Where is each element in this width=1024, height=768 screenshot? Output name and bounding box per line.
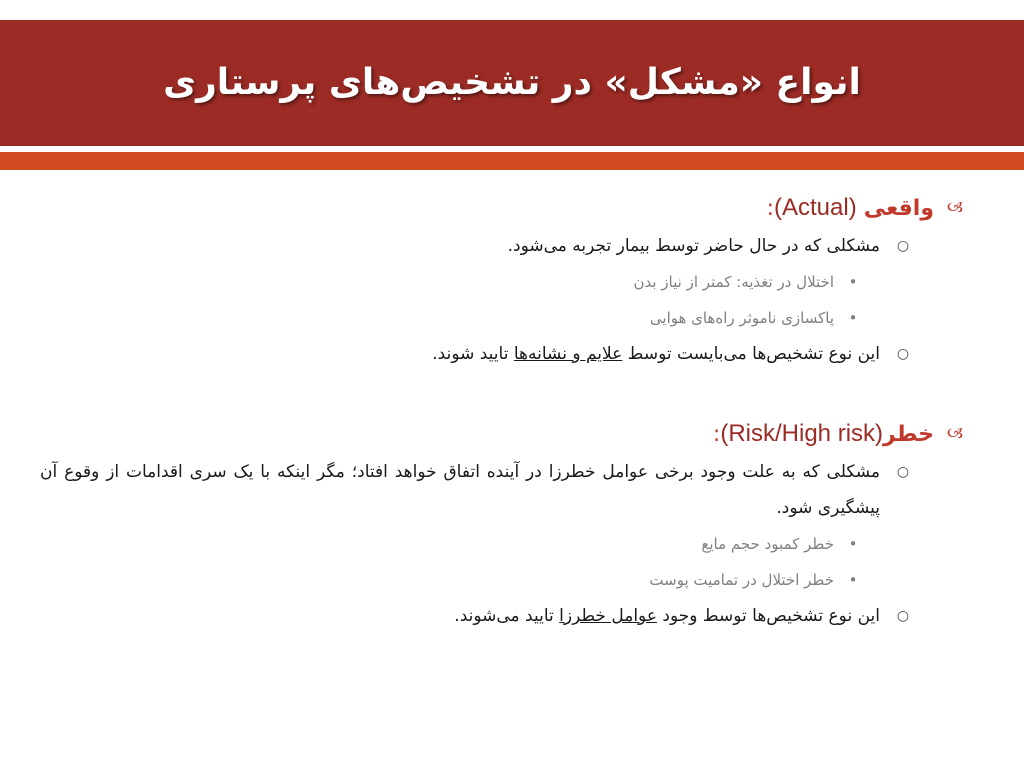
circle-bullet-icon: ○ bbox=[896, 464, 910, 480]
fancy-swirl-bullet-icon: 🙢 bbox=[946, 198, 964, 218]
title-bar bbox=[0, 20, 1024, 146]
list-item-text-after: تایید می‌شوند. bbox=[454, 606, 560, 626]
circle-bullet-icon: ○ bbox=[896, 608, 910, 624]
list-item-text-before: این نوع تشخیص‌ها توسط وجود bbox=[656, 606, 880, 626]
slide-content bbox=[40, 180, 970, 634]
heading-en-text: (Actual) bbox=[774, 194, 857, 221]
circle-bullet-icon: ○ bbox=[896, 238, 910, 254]
heading-fa-text: خطر bbox=[883, 422, 934, 447]
heading-fa-text: واقعی bbox=[863, 196, 934, 221]
fancy-swirl-bullet-icon: 🙢 bbox=[946, 424, 964, 444]
list-item-text-after: تایید شوند. bbox=[432, 344, 514, 364]
heading-suffix: : bbox=[766, 196, 775, 221]
list-item-underlined-text: عوامل خطرزا bbox=[559, 606, 657, 626]
dot-bullet-icon: • bbox=[848, 571, 858, 589]
list-item bbox=[40, 454, 970, 526]
heading-suffix: : bbox=[712, 422, 721, 447]
slide-title: انواع «مشکل» در تشخیص‌های پرستاری bbox=[163, 62, 861, 103]
list-item-text: مشکلی که به علت وجود برخی عوامل خطرزا در آینده اتفاق خواهد افتاد؛ مگر اینکه با یک سری اقدامات از وقوع آن پیشگیری شود. bbox=[40, 462, 880, 518]
sub-list-item bbox=[40, 562, 970, 598]
dot-bullet-icon: • bbox=[848, 309, 858, 327]
section-heading-actual bbox=[40, 188, 970, 228]
dot-bullet-icon: • bbox=[848, 273, 858, 291]
list-item-text: مشکلی که در حال حاضر توسط بیمار تجربه می‌شود. bbox=[507, 236, 880, 256]
heading-en-text: (Risk/High risk) bbox=[720, 420, 884, 447]
divider-accent bbox=[0, 152, 1024, 170]
list-item bbox=[40, 228, 970, 264]
sub-list-item-text: خطر اختلال در تمامیت پوست bbox=[649, 571, 834, 589]
list-item bbox=[40, 336, 970, 372]
sub-list-item bbox=[40, 264, 970, 300]
section-spacer bbox=[40, 372, 970, 408]
list-item-underlined-text: علایم و نشانه‌ها bbox=[513, 344, 623, 364]
sub-list-item-text: اختلال در تغذیه: کمتر از نیاز بدن bbox=[633, 273, 834, 291]
sub-list-item bbox=[40, 526, 970, 562]
dot-bullet-icon: • bbox=[848, 535, 858, 553]
list-item bbox=[40, 598, 970, 634]
section-heading-risk bbox=[40, 414, 970, 454]
sub-list-item-text: خطر کمبود حجم مایع bbox=[701, 535, 834, 553]
sub-list-item bbox=[40, 300, 970, 336]
circle-bullet-icon: ○ bbox=[896, 346, 910, 362]
sub-list-item-text: پاکسازی ناموثر راه‌های هوایی bbox=[649, 309, 834, 327]
list-item-text-before: این نوع تشخیص‌ها می‌بایست توسط bbox=[622, 344, 880, 364]
